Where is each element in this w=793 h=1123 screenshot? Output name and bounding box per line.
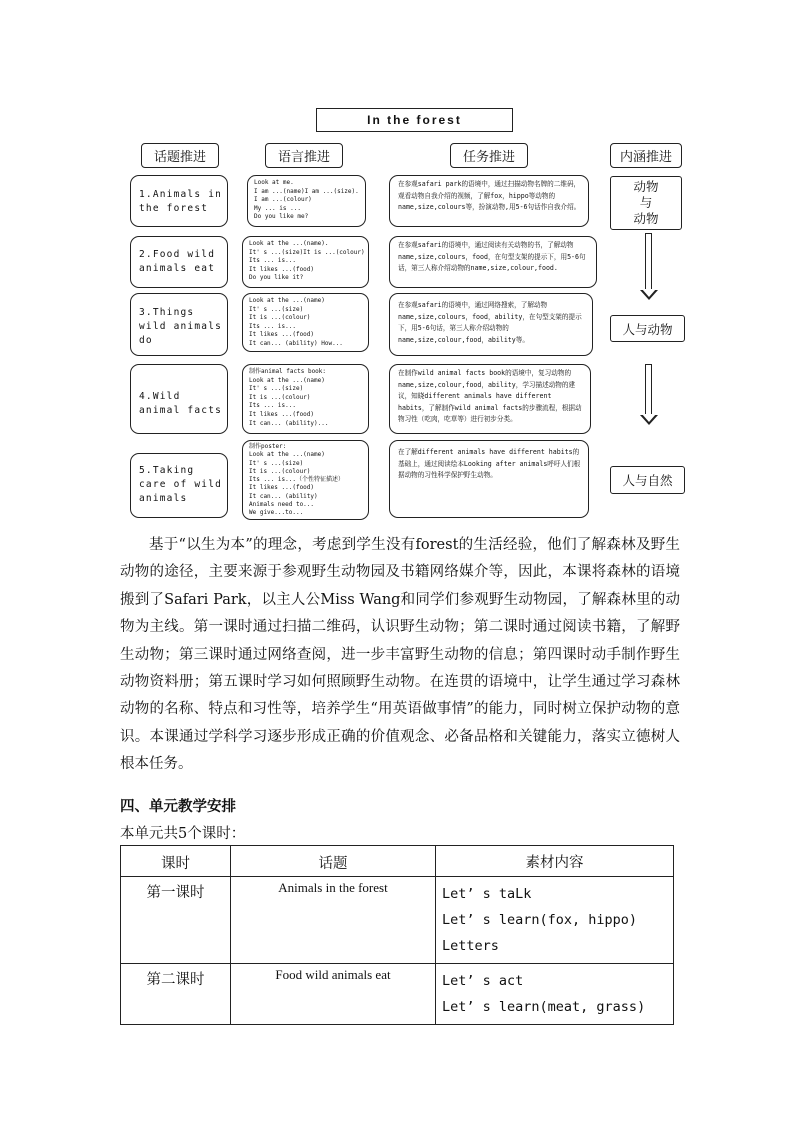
task-box-3: 在参观safari的语境中，通过网络搜索，了解动物name,size,colours，food，ability，在句型支架的提示下，用5-6句话，第三人称介绍动物的name,size,colour,food，ability等。 — [389, 293, 593, 356]
topic-cell: Animals in the forest — [231, 877, 436, 964]
language-box-2: Look at the ...(name). It' s ...(size)It is ...(colour) Its ... is... It likes ...(food) Do you like it? — [242, 236, 369, 288]
material-item: Let’ s taLk — [442, 886, 532, 902]
material-item: Let’ s learn(meat, grass) — [442, 999, 646, 1015]
diagram-title: In the forest — [316, 108, 513, 132]
header-lesson: 课时 — [121, 846, 231, 877]
material-item: Let’ s act — [442, 973, 524, 989]
task-box-5: 在了解different animals have different habits的基础上，通过阅读绘本Looking after animals呼吁人们根据动物的习性科学保护野生动物。 — [389, 440, 589, 518]
topic-box-1: 1.Animals in the forest — [130, 175, 228, 227]
schedule-table — [120, 845, 674, 1025]
topic-box-2: 2.Food wild animals eat — [130, 236, 228, 288]
language-box-3: Look at the ...(name) It' s ...(size) It is ...(colour) Its ... is... It likes ...(food) It can... (ability) How... — [242, 293, 369, 352]
down-arrow-icon — [640, 233, 658, 301]
header-materials: 素材内容 — [436, 846, 674, 877]
task-box-1: 在参观safari park的语境中，通过扫描动物名牌的二维码，观看动物自我介绍的视频，了解fox，hippo等动物的name,size,colours等，扮演动物,用5-6句话作自我介绍。 — [389, 175, 589, 227]
context-human-animal: 人与动物 — [610, 315, 685, 342]
material-item: Let’ s learn(fox, hippo) — [442, 912, 638, 928]
topic-box-4: 4.Wild animal facts — [130, 364, 228, 434]
table-header-row — [121, 846, 674, 877]
language-box-5: 制作poster: Look at the ...(name) It' s ...(size) It is ...(colour) Its ... is...（个性特征描述） It likes ...(food) It can... (ability) Animals need to... We give...to... — [242, 440, 369, 520]
table-row — [121, 877, 674, 964]
task-box-4: 在制作wild animal facts book的语境中，复习动物的name,size,colour,food，ability，学习描述动物的建议，知晓different animals have different habits，了解制作wild animal facts的步骤流程，根据动物习性（吃肉，吃草等）进行初步分类。 — [389, 364, 591, 434]
context-animal-animal: 动物 与 动物 — [610, 176, 682, 230]
materials-cell — [436, 964, 674, 1025]
topic-box-5: 5.Taking care of wild animals — [130, 453, 228, 518]
lesson-cell: 第二课时 — [121, 964, 231, 1025]
materials-cell — [436, 877, 674, 964]
topic-cell: Food wild animals eat — [231, 964, 436, 1025]
topic-box-3: 3.Things wild animals do — [130, 293, 228, 356]
header-topic: 话题 — [231, 846, 436, 877]
section-intro: 本单元共5个课时： — [120, 826, 246, 842]
column-head-context: 内涵推进 — [610, 143, 682, 168]
task-box-2: 在参观safari的语境中，通过阅读有关动物的书，了解动物name,size,colours，food，在句型支架的提示下，用5-6句话，第三人称介绍动物的name,size,colour,food. — [389, 236, 597, 288]
language-box-1: Look at me. I am ...(name)I am ...(size). I am ...(colour) My ... is ... Do you like me? — [247, 175, 366, 227]
column-head-topic: 话题推进 — [141, 143, 219, 168]
language-box-4: 制作animal facts book: Look at the ...(name) It' s ...(size) It is ...(colour) Its ... is... It likes ...(food) It can... (ability)... — [242, 364, 369, 434]
section-title: 四、单元教学安排 — [120, 799, 236, 815]
lesson-cell: 第一课时 — [121, 877, 231, 964]
paragraph-text: 基于“以生为本”的理念，考虑到学生没有forest的生活经验，他们了解森林及野生动物的途径，主要来源于参观野生动物园及书籍网络媒介等，因此，本课将森林的语境搬到了Safari Park，以主人公Miss Wang和同学们参观野生动物园，了解森林里的动物为主线。第一课时通过扫描二维码，认识野生动物；第二课时通过阅读书籍，了解野生动物；第三课时通过网络查阅，进一步丰富野生动物的信息；第四课时动手制作野生动物资料册；第五课时学习如何照顾野生动物。在连贯的语境中，让学生通过学习森林动物的名称、特点和习性等，培养学生“用英语做事情”的能力，同时树立保护动物的意识。本课通过学科学习逐步形成正确的价值观念、必备品格和关键能力，落实立德树人根本任务。 — [120, 537, 680, 773]
column-head-task: 任务推进 — [450, 143, 528, 168]
column-head-language: 语言推进 — [265, 143, 343, 168]
material-item: Letters — [442, 938, 499, 954]
down-arrow-icon — [640, 364, 658, 426]
body-paragraph — [120, 532, 680, 779]
table-row — [121, 964, 674, 1025]
context-human-nature: 人与自然 — [610, 466, 685, 494]
